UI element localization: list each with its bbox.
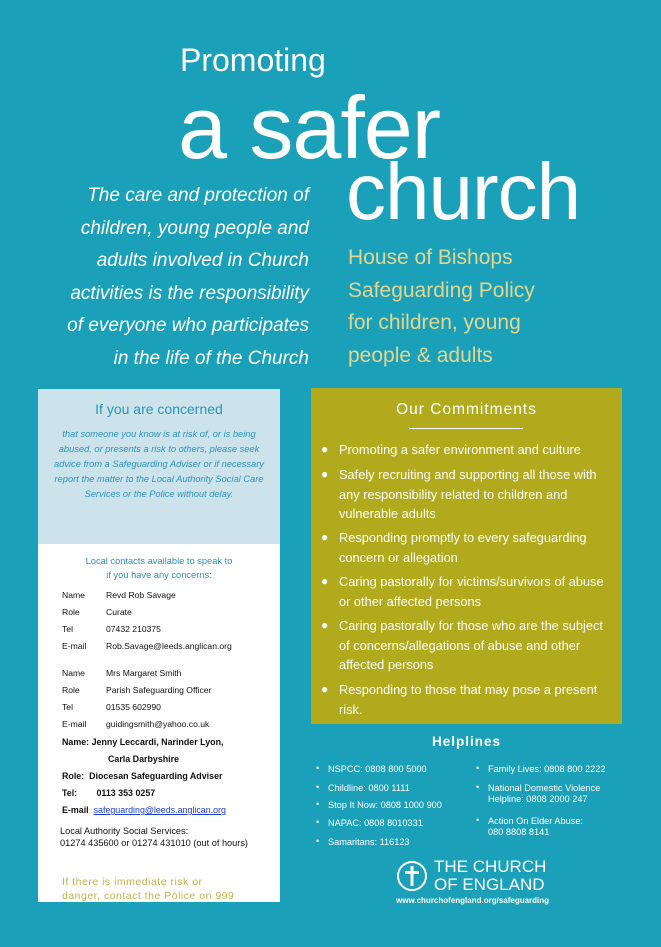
concern-title: If you are concerned [95, 401, 223, 417]
concern-box [38, 389, 280, 544]
logo-line: OF ENGLAND [434, 875, 545, 894]
bullet-icon: • [476, 815, 480, 825]
role-label: Role: [62, 771, 85, 781]
helpline-item [476, 783, 600, 805]
contact-tel: 01535 602990 [106, 702, 161, 712]
tel-label: Tel [62, 624, 73, 634]
bullet-icon: ● [321, 467, 329, 481]
role-label: Role [62, 685, 80, 695]
role-label: Role [62, 607, 80, 617]
local-heading-line: if you have any concerns: [106, 570, 212, 580]
bullet-icon: • [316, 836, 320, 846]
helplines-title: Helplines [431, 734, 502, 749]
commitment-item [321, 528, 611, 567]
policy-subtitle [348, 242, 608, 372]
bullet-icon: • [316, 817, 320, 827]
contact-email[interactable]: guidingsmith@yahoo.co.uk [106, 719, 210, 729]
intro-statement [9, 180, 309, 375]
bullet-icon: • [316, 763, 320, 773]
intro-line: children, young people and [80, 217, 309, 239]
bullet-icon: • [316, 782, 320, 792]
contact-email[interactable]: Rob.Savage@leeds.anglican.org [106, 641, 232, 651]
contact-card [62, 668, 277, 736]
intro-line: in the life of the Church [113, 347, 309, 369]
logo-wordmark [434, 858, 546, 894]
commitment-text: Caring pastorally for victims/survivors of abuse or other affected persons [339, 574, 604, 609]
helpline-text: Stop It Now: 0808 1000 900 [328, 800, 442, 810]
commitment-text: Promoting a safer environment and culture [339, 442, 581, 457]
title-promoting: Promoting [180, 42, 326, 78]
helpline-item [476, 816, 583, 838]
adviser-names: Jenny Leccardi, Narinder Lyon, [91, 737, 224, 747]
bullet-icon: • [476, 782, 480, 792]
adviser-tel: 0113 353 0257 [96, 788, 156, 798]
urgent-notice [62, 875, 272, 903]
commitment-text: Responding promptly to every safeguarding concern or allegation [339, 530, 587, 565]
contact-name: Revd Rob Savage [106, 590, 176, 600]
contact-card [62, 590, 277, 658]
la-line: 01274 435600 or 01274 431010 (out of hours) [60, 838, 248, 848]
commitment-text: Caring pastorally for those who are the subject of concerns/allegations of abuse and other affected persons [339, 618, 603, 672]
policy-line: Safeguarding Policy [348, 278, 535, 302]
title-church: church [346, 147, 581, 236]
commitment-text: Safely recruiting and supporting all those with any responsibility related to children and vulnerable adults [339, 467, 597, 521]
helpline-text: 080 8808 8141 [488, 827, 550, 837]
contact-role: Parish Safeguarding Officer [106, 685, 212, 695]
policy-line: for children, young [348, 311, 521, 334]
title-a-safer: a safer [178, 78, 441, 177]
intro-line: of everyone who participates [67, 315, 309, 336]
commitment-item [321, 572, 611, 611]
adviser-email-link[interactable]: safeguarding@leeds.anglican.org [93, 805, 226, 815]
bullet-icon: ● [321, 530, 329, 544]
tel-label: Tel: [62, 788, 78, 798]
commitment-item [321, 680, 611, 719]
helpline-item [476, 764, 605, 775]
email-label: E-mail [62, 641, 87, 651]
commitment-item [321, 440, 611, 460]
helpline-item [316, 783, 410, 794]
bullet-icon: ● [321, 574, 329, 588]
safeguarding-url[interactable]: www.churchofengland.org/safeguarding [396, 896, 550, 905]
helpline-text: Family Lives: 0808 800 2222 [488, 764, 606, 774]
local-authority-info [60, 825, 248, 849]
helpline-item [316, 837, 410, 848]
name-label: Name [62, 668, 85, 678]
church-emblem-icon [396, 860, 428, 892]
policy-line: House of Bishops [348, 246, 513, 269]
contact-tel: 07432 210375 [106, 624, 161, 634]
adviser-role: Diocesan Safeguarding Adviser [89, 771, 223, 781]
helpline-item [316, 818, 423, 829]
helpline-text: Helpline: 0808 2000 247 [488, 794, 588, 804]
concern-text: that someone you know is at risk of, or is being abused, or presents a risk to others, please seek advice from a Safeguarding Adviser or if necessary report the matter to the Local Authority Social Care Services or the Police without delay. [54, 429, 264, 499]
urgent-line: danger, contact the Police on 999 [62, 890, 235, 902]
helpline-text: Samaritans: 116123 [328, 837, 410, 847]
adviser-names: Carla Darbyshire [108, 754, 180, 764]
bullet-icon: ● [321, 618, 329, 632]
commitment-item [321, 616, 611, 675]
local-contacts-heading [38, 554, 280, 582]
helpline-text: NSPCC: 0808 800 5000 [328, 764, 427, 774]
diocesan-adviser-card [62, 737, 277, 822]
helpline-text: Action On Elder Abuse: [488, 816, 583, 826]
intro-line: activities is the responsibility [70, 282, 309, 304]
tel-label: Tel [62, 702, 73, 712]
helpline-item [316, 800, 442, 811]
name-label: Name: [62, 737, 90, 747]
bullet-icon: • [476, 763, 480, 773]
intro-line: The care and protection of [87, 185, 309, 206]
helpline-text: National Domestic Violence [488, 783, 601, 793]
local-heading-line: Local contacts available to speak to [85, 556, 233, 566]
commitment-item [321, 465, 611, 524]
commitments-divider [409, 428, 523, 429]
email-label: E-mail [62, 719, 87, 729]
commitments-box [311, 388, 622, 724]
urgent-line: If there is immediate risk or [62, 876, 203, 888]
contacts-panel [38, 389, 280, 902]
name-label: Name [62, 590, 85, 600]
contact-role: Curate [106, 607, 132, 617]
policy-line: people & adults [348, 343, 493, 367]
la-line: Local Authority Social Services: [60, 826, 189, 836]
bullet-icon: ● [321, 682, 329, 696]
bullet-icon: • [316, 799, 320, 809]
bullet-icon: ● [321, 442, 329, 456]
contact-name: Mrs Margaret Smith [106, 668, 182, 678]
email-label: E-mail [62, 805, 89, 815]
commitments-title: Our Commitments [396, 401, 537, 418]
intro-line: adults involved in Church [96, 250, 309, 271]
helpline-text: NAPAC: 0808 8010331 [328, 818, 423, 828]
logo-line: THE CHURCH [434, 857, 547, 876]
helpline-text: Childline: 0800 1111 [328, 783, 410, 793]
commitment-text: Responding to those that may pose a present risk. [339, 682, 598, 717]
helpline-item [316, 764, 427, 775]
